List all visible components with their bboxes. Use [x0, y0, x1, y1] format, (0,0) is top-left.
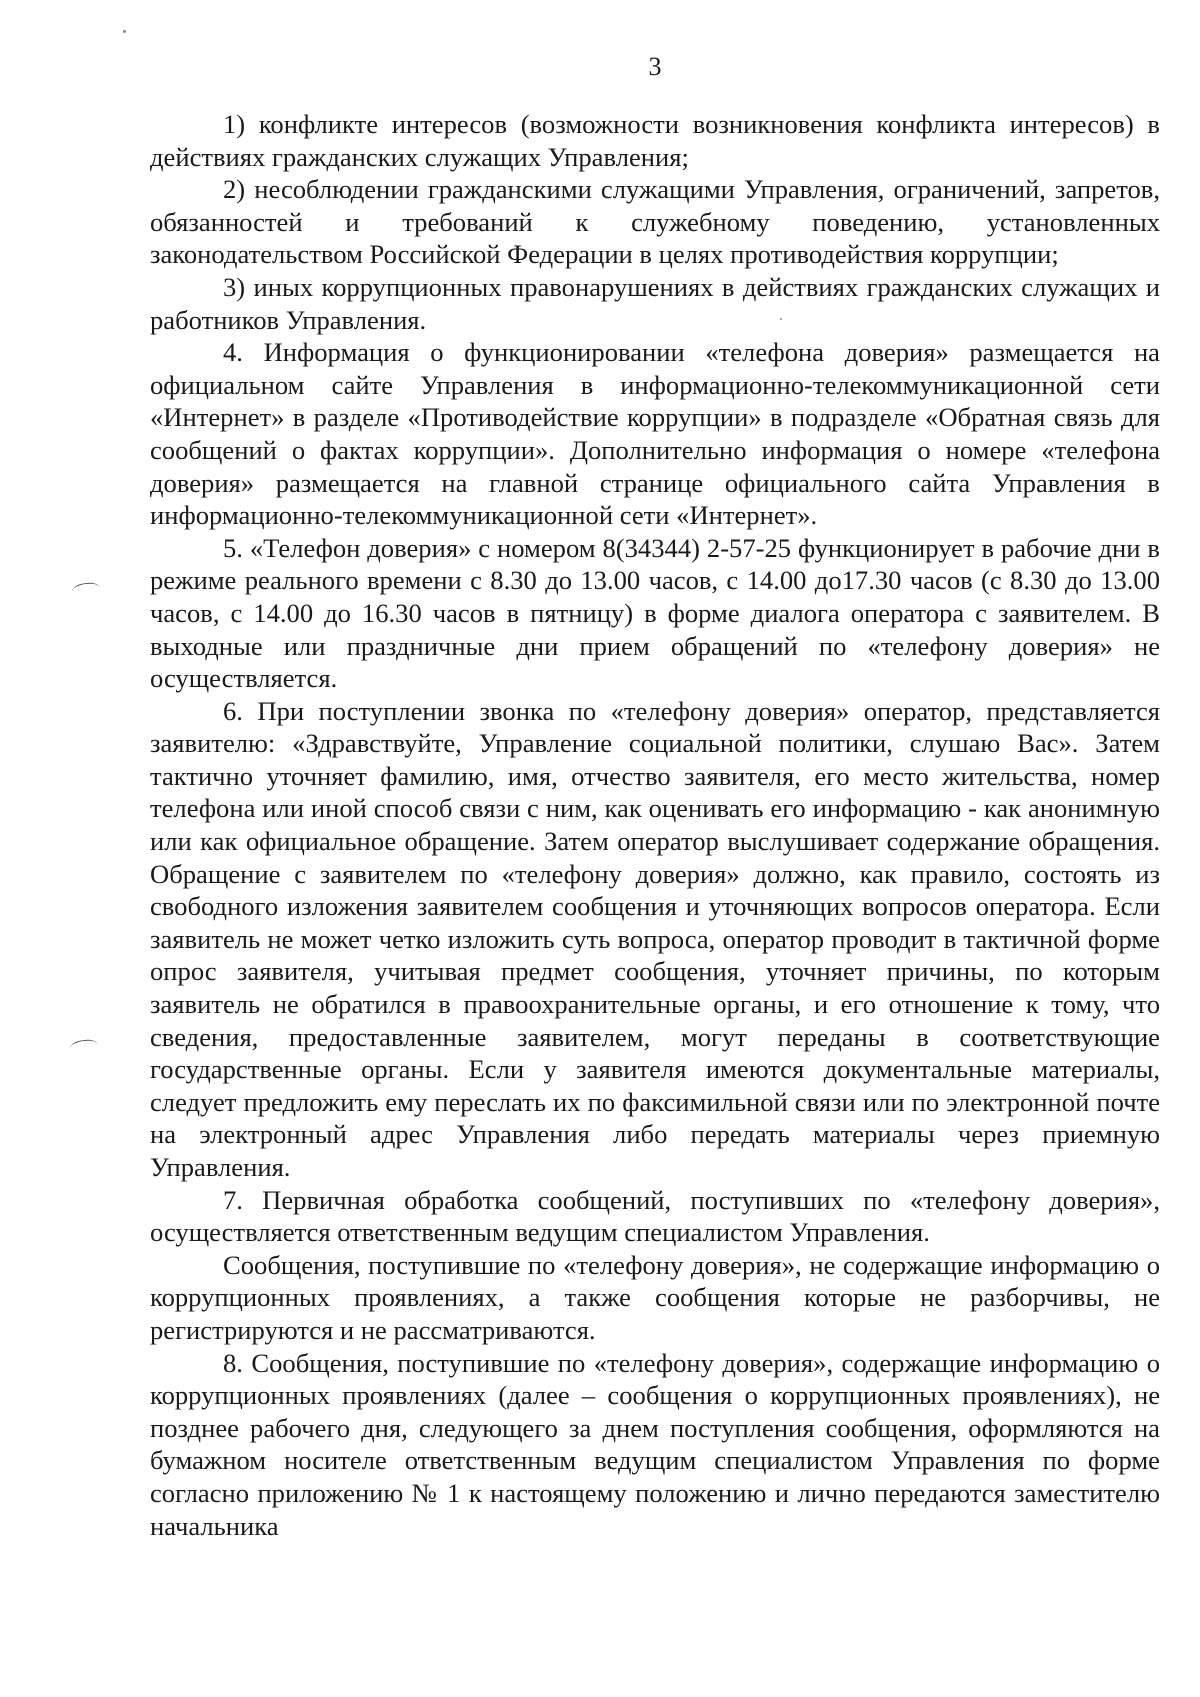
paragraph-section-4: 4. Информация о функционировании «телефона доверия» размещается на официальном сайте Управления в информационно-телекоммуникационной сети «Интернет» в разделе «Противодействие коррупции» в подразделе «Обратная связь для сообщений о фактах коррупции». Дополнительно информация о номере «телефона доверия» размещается на главной странице официального сайта Управления в информационно-телекоммуникационной сети «Интернет». [150, 337, 1160, 531]
hole-punch-mark [69, 1038, 99, 1055]
paragraph-section-5: 5. «Телефон доверия» с номером 8(34344) 2-57-25 функционирует в рабочие дни в режиме реального времени с 8.30 до 13.00 часов, с 14.00 до17.30 часов (с 8.30 до 13.00 часов, с 14.00 до 16.30 часов в пятницу) в форме диалога оператора с заявителем. В выходные или праздничные дни прием обращений по «телефону доверия» не осуществляется. [150, 532, 1160, 694]
page-number: 3 [648, 52, 662, 81]
paragraph-item-3: 3) иных коррупционных правонарушениях в действиях гражданских служащих и работников Управления. [150, 271, 1160, 335]
paragraph-section-7: 7. Первичная обработка сообщений, поступивших по «телефону доверия», осуществляется ответственным ведущим специалистом Управления. [150, 1184, 1160, 1248]
scan-speck [123, 30, 126, 33]
paragraph-section-6: 6. При поступлении звонка по «телефону доверия» оператор, представляется заявителю: «Здравствуйте, Управление социальной политики, слушаю Вас». Затем тактично уточняет фамилию, имя, отчество заявителя, его место жительства, номер телефона или иной способ связи с ним, как оценивать его информацию - как анонимную или как официальное обращение. Затем оператор выслушивает содержание обращения. Обращение с заявителем по «телефону доверия» должно, как правило, состоять из свободного изложения заявителем сообщения и уточняющих вопросов оператора. Если заявитель не может четко изложить суть вопроса, оператор проводит в тактичной форме опрос заявителя, учитывая предмет сообщения, уточняет причины, по которым заявитель не обратился в правоохранительные органы, и его отношение к тому, что сведения, предоставленные заявителем, могут переданы в соответствующие государственные органы. Если у заявителя имеются документальные материалы, следует предложить ему переслать их по факсимильной связи или по электронной почте на электронный адрес Управления либо передать материалы через приемную Управления. [150, 695, 1160, 1182]
paragraph-item-1: 1) конфликте интересов (возможности возникновения конфликта интересов) в действиях гражданских служащих Управления; [150, 109, 1160, 172]
scan-speck [780, 318, 782, 320]
paragraph-section-8: 8. Сообщения, поступившие по «телефону доверия», содержащие информацию о коррупционных проявлениях (далее – сообщения о коррупционных проявлениях), не позднее рабочего дня, следующего за днем поступления сообщения, оформляются на бумажном носителе ответственным ведущим специалистом Управления по форме согласно приложению № 1 к настоящему положению и лично передаются заместителю начальника [150, 1347, 1160, 1541]
paragraph-item-2: 2) несоблюдении гражданскими служащими Управления, ограничений, запретов, обязанностей и требований к служебному поведению, установленных законодательством Российской Федерации в целях противодействия коррупции; [150, 174, 1160, 270]
hole-punch-mark [71, 581, 101, 598]
document-body [150, 108, 1160, 1542]
paragraph-section-7-note: Сообщения, поступившие по «телефону доверия», не содержащие информацию о коррупционных проявлениях, а также сообщения которые не разборчивы, не регистрируются и не рассматриваются. [150, 1249, 1160, 1345]
